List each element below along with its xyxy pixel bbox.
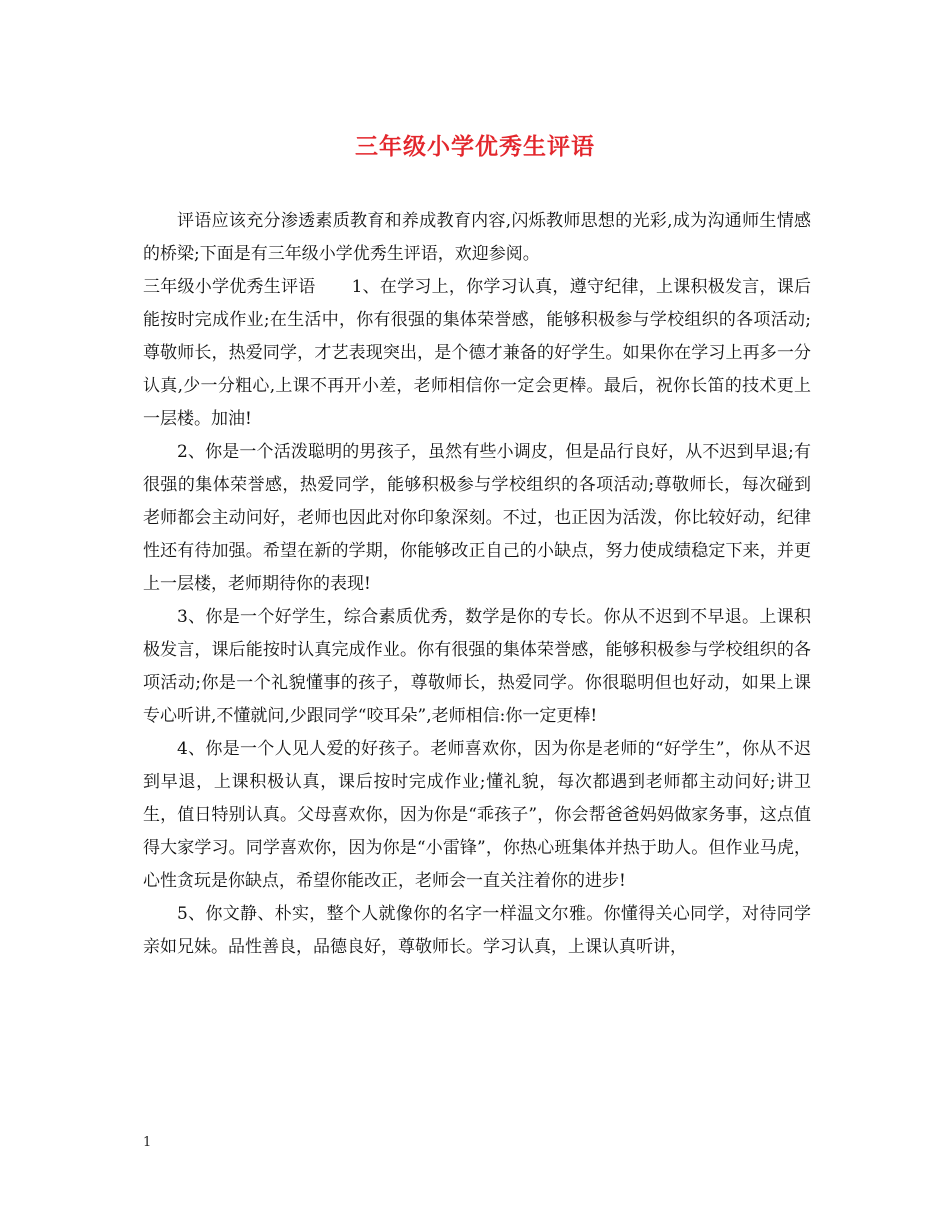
first-comment-paragraph [143,271,811,436]
comment-2-paragraph: 2、你是一个活泼聪明的男孩子，虽然有些小调皮，但是品行良好，从不迟到早退;有很强的集体荣誉感，热爱同学，能够积极参与学校组织的各项活动;尊敬师长，每次碰到老师都会主动问好，老师也因此对你印象深刻。不过，也正因为活泼，你比较好动，纪律性还有待加强。希望在新的学期，你能够改正自己的小缺点，努力使成绩稳定下来，并更上一层楼，老师期待你的表现! [143,442,811,594]
document-body [143,205,811,964]
page-title: 三年级小学优秀生评语 [355,133,595,160]
comment-3-paragraph: 3、你是一个好学生，综合素质优秀，数学是你的专长。你从不迟到不早退。上课积极发言，课后能按时认真完成作业。你有很强的集体荣誉感，能够积极参与学校组织的各项活动;你是一个礼貌懂事的孩子，尊敬师长，热爱同学。你很聪明但也好动，如果上课专心听讲,不懂就问,少跟同学“咬耳朵”,老师相信:你一定更棒! [143,607,811,726]
comment-5-paragraph: 5、你文静、朴实，整个人就像你的名字一样温文尔雅。你懂得关心同学，对待同学亲如兄妹。品性善良，品德良好，尊敬师长。学习认真，上课认真听讲， [143,904,811,957]
comment-1-text: 1、在学习上，你学习认真，遵守纪律，上课积极发言，课后能按时完成作业;在生活中，你有很强的集体荣誉感，能够积极参与学校组织的各项活动;尊敬师长，热爱同学，才艺表现突出，是个德才兼备的好学生。如果你在学习上再多一分认真,少一分粗心,上课不再开小差，老师相信你一定会更棒。最后，祝你长笛的技术更上一层楼。加油! [143,277,812,429]
comment-4-paragraph: 4、你是一个人见人爱的好孩子。老师喜欢你，因为你是老师的“好学生”，你从不迟到早退，上课积极认真，课后按时完成作业;懂礼貌，每次都遇到老师都主动问好;讲卫生，值日特别认真。父母喜欢你，因为你是“乖孩子”，你会帮爸爸妈妈做家务事，这点值得大家学习。同学喜欢你，因为你是“小雷锋”，你热心班集体并热于助人。但作业马虎，心性贪玩是你缺点，希望你能改正，老师会一直关注着你的进步! [143,739,811,891]
intro-paragraph: 评语应该充分渗透素质教育和养成教育内容,闪烁教师思想的光彩,成为沟通师生情感的桥梁;下面是有三年级小学优秀生评语，欢迎参阅。 [143,211,811,264]
section-label: 三年级小学优秀生评语 [143,277,316,297]
page-number: 1 [143,1135,152,1150]
